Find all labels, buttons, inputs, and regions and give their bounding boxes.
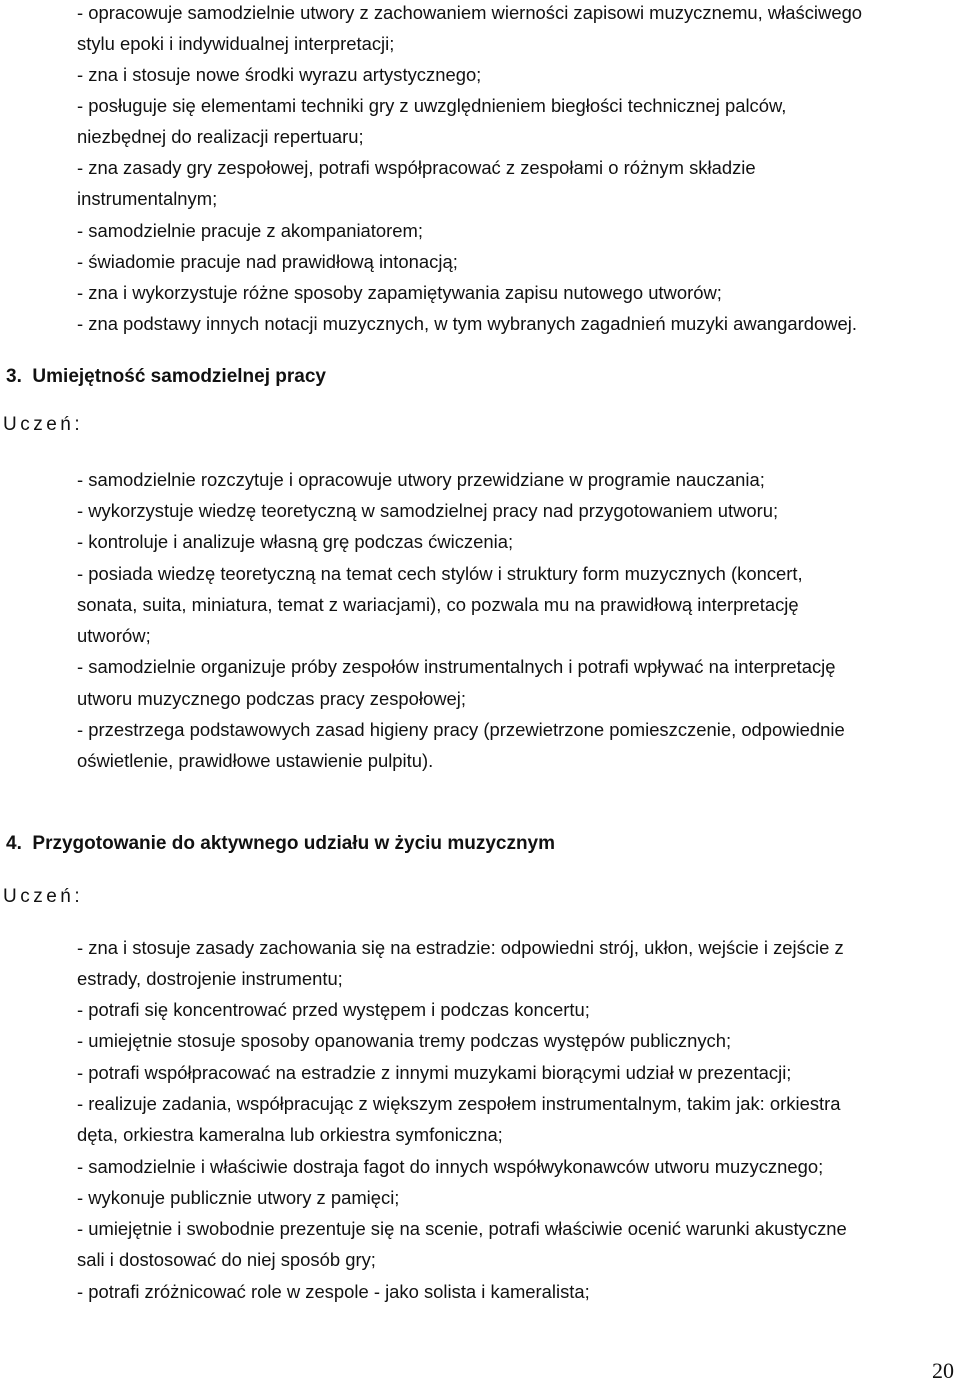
text-line: - samodzielnie i właściwie dostraja fagot do innych współwykonawców utworu muzycznego;: [77, 1156, 824, 1177]
section-title: Umiejętność samodzielnej pracy: [32, 366, 326, 387]
text-line: - samodzielnie pracuje z akompaniatorem;: [77, 220, 423, 241]
text-line: utworów;: [77, 625, 151, 646]
subject-label: Uczeń:: [3, 886, 84, 907]
text-line: - wykorzystuje wiedzę teoretyczną w samodzielnej pracy nad przygotowaniem utworu;: [77, 500, 779, 521]
section-heading: [6, 364, 326, 390]
text-line: stylu epoki i indywidualnej interpretacji;: [77, 33, 395, 54]
text-line: - zna i stosuje nowe środki wyrazu artystycznego;: [77, 64, 482, 85]
text-line: - zna i wykorzystuje różne sposoby zapamiętywania zapisu nutowego utworów;: [77, 282, 722, 303]
text-line: - przestrzega podstawowych zasad higieny pracy (przewietrzone pomieszczenie, odpowiednie: [77, 719, 845, 740]
text-line: - potrafi zróżnicować role w zespole - jako solista i kameralista;: [77, 1281, 590, 1302]
text-line: - umiejętnie stosuje sposoby opanowania tremy podczas występów publicznych;: [77, 1030, 732, 1051]
text-line: estrady, dostrojenie instrumentu;: [77, 968, 343, 989]
text-line: - posiada wiedzę teoretyczną na temat cech stylów i struktury form muzycznych (koncert,: [77, 563, 803, 584]
text-line: - wykonuje publicznie utwory z pamięci;: [77, 1187, 400, 1208]
text-line: - zna podstawy innych notacji muzycznych, w tym wybranych zagadnień muzyki awangardowej.: [77, 313, 857, 334]
text-line: - realizuje zadania, współpracując z większym zespołem instrumentalnym, takim jak: orkiestra: [77, 1093, 841, 1114]
section-title: Przygotowanie do aktywnego udziału w życiu muzycznym: [32, 833, 556, 854]
text-line: oświetlenie, prawidłowe ustawienie pulpitu).: [77, 750, 434, 771]
text-line: - kontroluje i analizuje własną grę podczas ćwiczenia;: [77, 531, 514, 552]
text-line: sonata, suita, miniatura, temat z wariacjami), co pozwala mu na prawidłową interpretację: [77, 594, 799, 615]
text-line: - posługuje się elementami techniki gry z uwzględnieniem biegłości technicznej palców,: [77, 95, 787, 116]
text-line: - potrafi się koncentrować przed występem i podczas koncertu;: [77, 999, 590, 1020]
text-line: - zna zasady gry zespołowej, potrafi współpracować z zespołami o różnym składzie: [77, 157, 756, 178]
page-number: 20: [932, 1358, 954, 1383]
section-number: 4.: [6, 833, 22, 854]
text-line: - samodzielnie organizuje próby zespołów instrumentalnych i potrafi wpływać na interpretację: [77, 656, 836, 677]
text-line: instrumentalnym;: [77, 188, 218, 209]
text-line: - świadomie pracuje nad prawidłową intonacją;: [77, 251, 458, 272]
text-line: sali i dostosować do niej sposób gry;: [77, 1249, 376, 1270]
text-line: - umiejętnie i swobodnie prezentuje się na scenie, potrafi właściwie ocenić warunki akustyczne: [77, 1218, 847, 1239]
text-line: - potrafi współpracować na estradzie z innymi muzykami biorącymi udział w prezentacji;: [77, 1062, 792, 1083]
text-line: niezbędnej do realizacji repertuaru;: [77, 126, 364, 147]
text-line: - samodzielnie rozczytuje i opracowuje utwory przewidziane w programie nauczania;: [77, 469, 765, 490]
text-line: - opracowuje samodzielnie utwory z zachowaniem wierności zapisowi muzycznemu, właściwego: [77, 2, 863, 23]
text-line: - zna i stosuje zasady zachowania się na estradzie: odpowiedni strój, ukłon, wejście i zejście z: [77, 937, 844, 958]
text-line: dęta, orkiestra kameralna lub orkiestra symfoniczna;: [77, 1124, 503, 1145]
section-heading: [6, 831, 555, 857]
section-number: 3.: [6, 366, 22, 387]
text-line: utworu muzycznego podczas pracy zespołowej;: [77, 688, 466, 709]
subject-label: Uczeń:: [3, 414, 84, 435]
